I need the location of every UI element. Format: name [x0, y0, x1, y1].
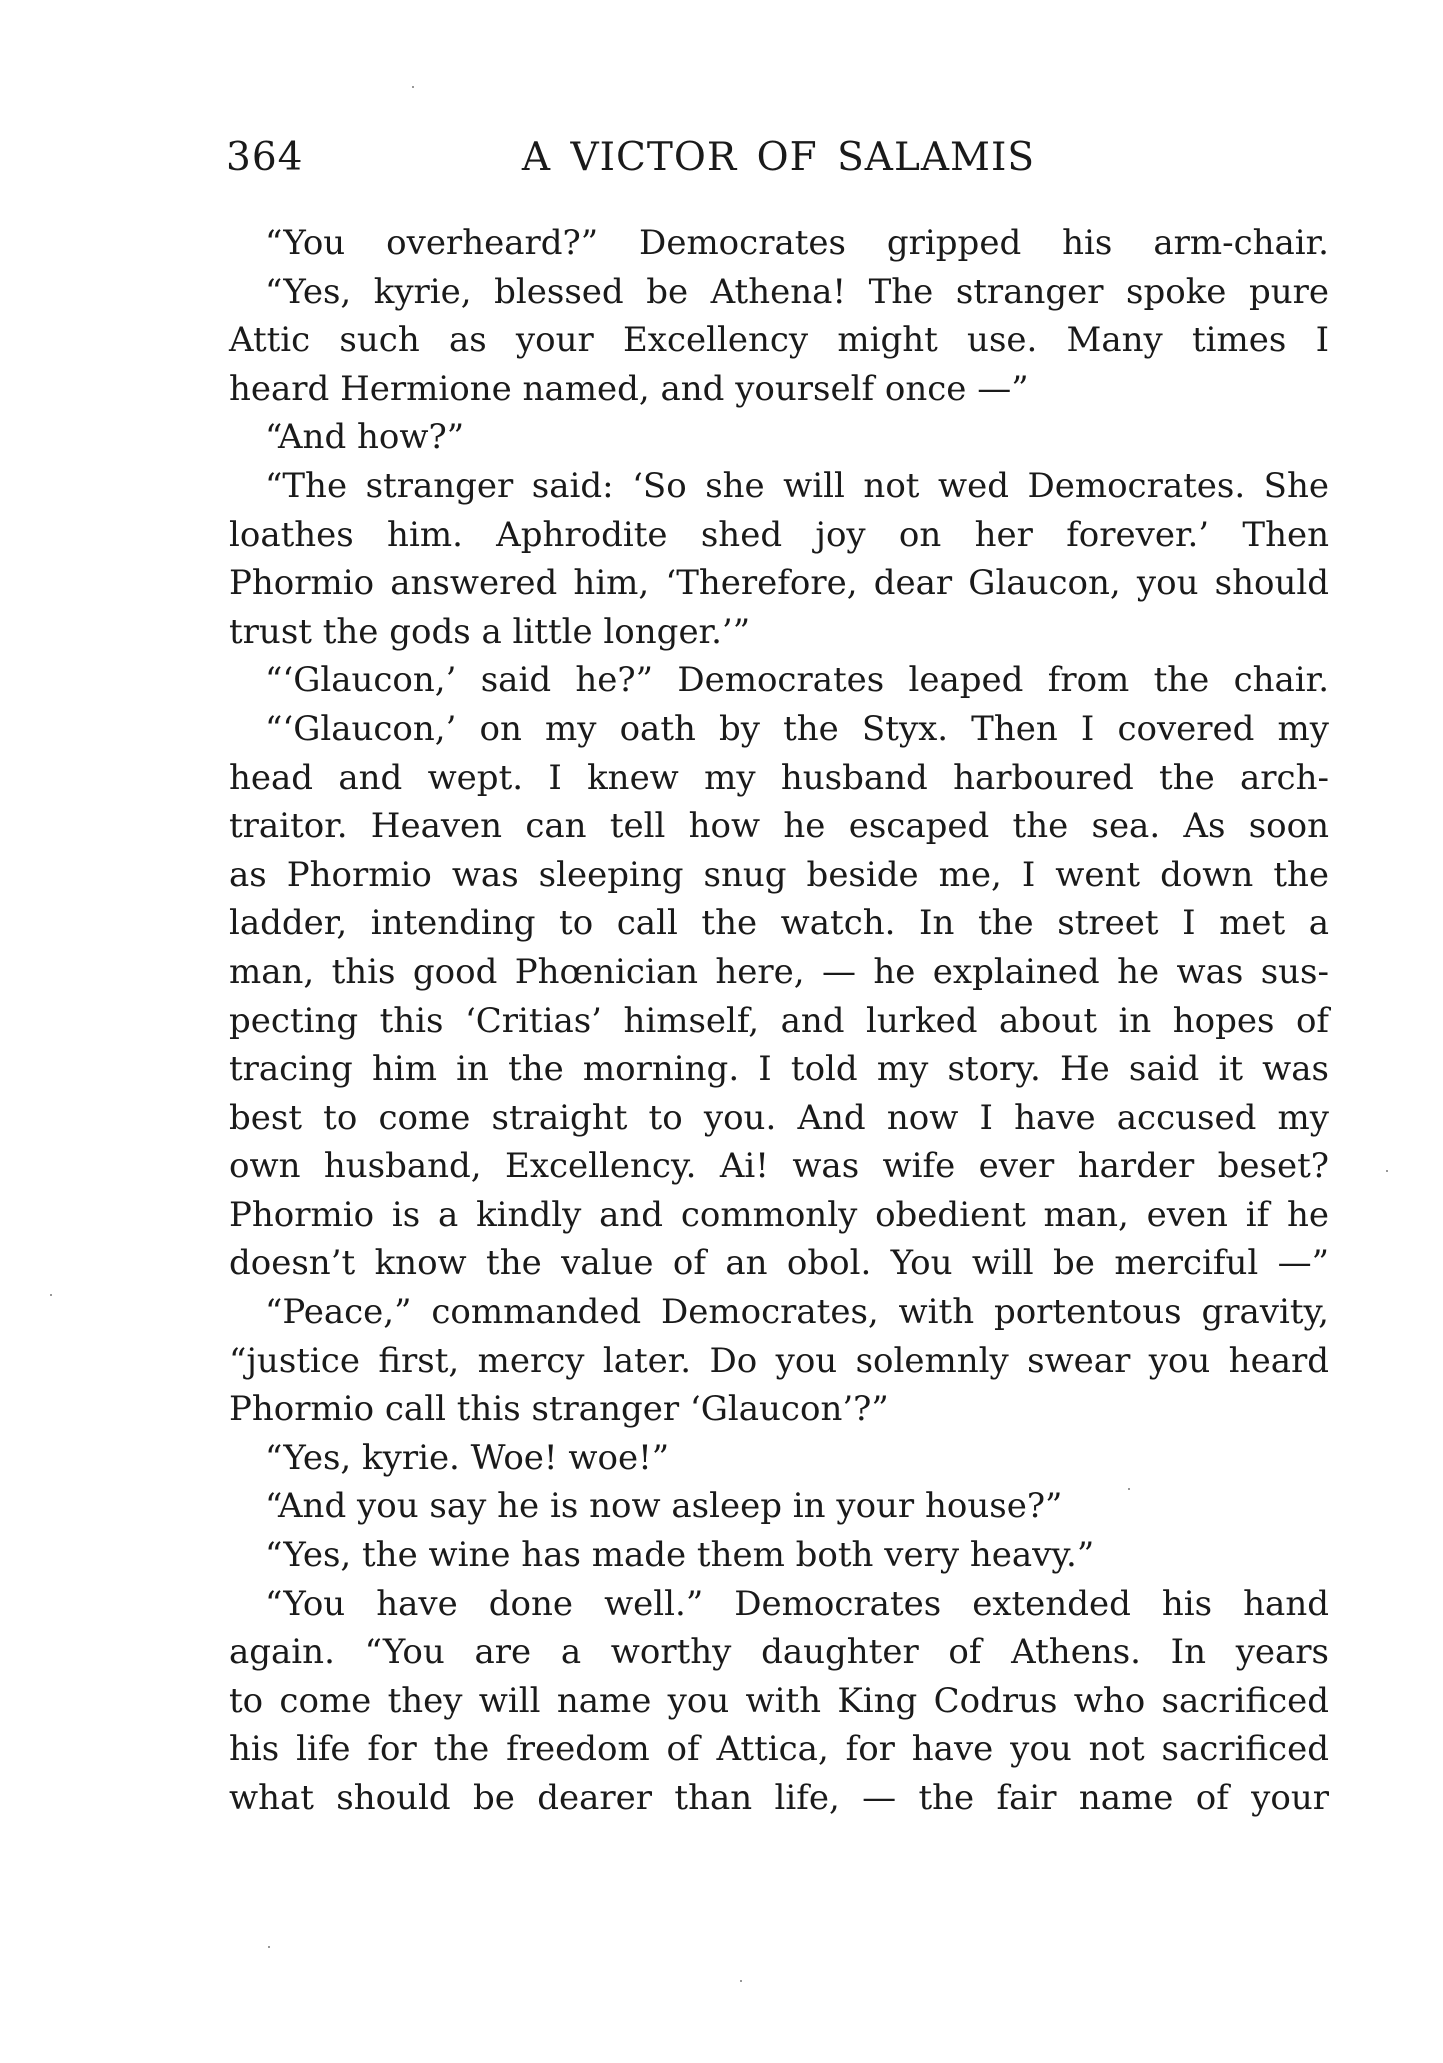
text-line: Attic such as your Excellency might use. Many times I: [229, 320, 1329, 361]
text-line: Phormio is a kindly and commonly obedient man, even if he: [229, 1194, 1329, 1235]
text-line: what should be dearer than life, — the fair name of your: [229, 1778, 1329, 1818]
paper-speck: [50, 1294, 52, 1296]
text-line: doesn’t know the value of an obol. You will be merciful —”: [229, 1243, 1329, 1284]
paper-speck: [1386, 1170, 1388, 1172]
page-number: 364: [226, 135, 304, 180]
paper-speck: [412, 86, 414, 88]
text-line: Phormio answered him, ‘Therefore, dear Glaucon, you should: [229, 563, 1329, 604]
text-line: “You overheard?” Democrates gripped his arm-chair.: [265, 223, 1329, 263]
text-line: Phormio call this stranger ‘Glaucon’?”: [229, 1389, 889, 1430]
paper-speck: [268, 1946, 270, 1948]
text-line: heard Hermione named, and yourself once —”: [229, 368, 1029, 409]
text-line: “Peace,” commanded Democrates, with portentous gravity,: [265, 1292, 1329, 1333]
text-line: trust the gods a little longer.’”: [229, 611, 751, 652]
running-title: A VICTOR OF SALAMIS: [521, 135, 1036, 180]
text-line: loathes him. Aphrodite shed joy on her forever.’ Then: [229, 514, 1329, 555]
text-line: again. “You are a worthy daughter of Athens. In years: [229, 1632, 1329, 1673]
text-line: traitor. Heaven can tell how he escaped the sea. As soon: [229, 806, 1329, 847]
text-line: “‘Glaucon,’ on my oath by the Styx. Then I covered my: [265, 708, 1329, 749]
text-line: pecting this ‘Critias’ himself, and lurked about in hopes of: [229, 1000, 1329, 1041]
text-line: “And how?”: [265, 417, 465, 458]
text-line: “justice first, mercy later. Do you solemnly swear you heard: [229, 1340, 1329, 1381]
text-line: tracing him in the morning. I told my story. He said it was: [229, 1049, 1329, 1090]
text-line: “Yes, the wine has made them both very heavy.”: [265, 1535, 1095, 1576]
body-text: [229, 219, 1329, 1823]
text-line: “‘Glaucon,’ said he?” Democrates leaped from the chair.: [265, 660, 1329, 701]
text-line: to come they will name you with King Codrus who sacrificed: [229, 1680, 1329, 1721]
text-line: “Yes, kyrie. Woe! woe!”: [265, 1437, 670, 1478]
text-line: “Yes, kyrie, blessed be Athena! The stranger spoke pure: [265, 271, 1329, 312]
paper-speck: [740, 1980, 742, 1982]
text-line: best to come straight to you. And now I have accused my: [229, 1097, 1329, 1138]
text-line: ladder, intending to call the watch. In the street I met a: [229, 903, 1329, 944]
paper-speck: [1128, 1488, 1130, 1490]
text-line: his life for the freedom of Attica, for have you not sacrificed: [229, 1729, 1329, 1770]
text-line: as Phormio was sleeping snug beside me, I went down the: [229, 854, 1329, 895]
text-line: “You have done well.” Democrates extended his hand: [265, 1583, 1329, 1624]
text-line: man, this good Phœnician here, — he explained he was sus-: [229, 951, 1329, 992]
text-line: head and wept. I knew my husband harboured the arch-: [229, 757, 1329, 798]
text-line: “The stranger said: ‘So she will not wed Democrates. She: [265, 465, 1329, 506]
text-line: “And you say he is now asleep in your house?”: [265, 1486, 1063, 1527]
page-header: [226, 128, 1331, 188]
text-line: own husband, Excellency. Ai! was wife ever harder beset?: [229, 1146, 1329, 1187]
